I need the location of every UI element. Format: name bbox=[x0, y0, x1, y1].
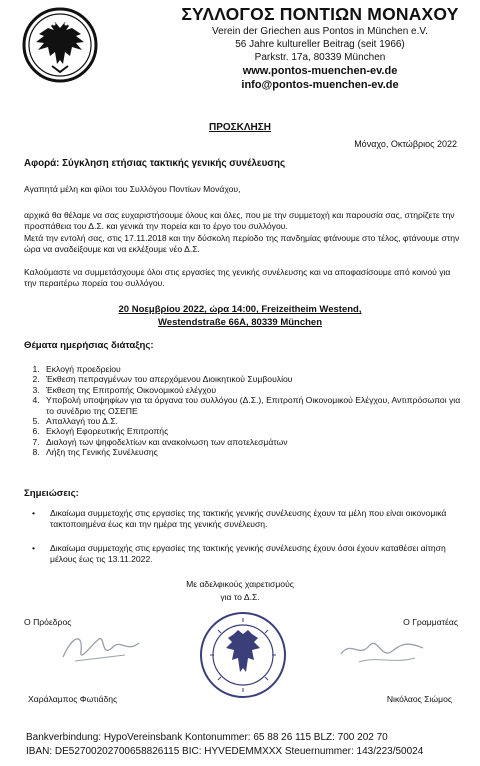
agenda-heading: Θέματα ημερήσιας διάταξης: bbox=[24, 340, 154, 351]
document-subject: Αφορά: Σύγκληση ετήσιας τακτικής γενικής συνέλευσης bbox=[24, 158, 286, 169]
agenda-item: 5. Απαλλαγή του Δ.Σ. bbox=[42, 416, 462, 426]
agenda-item: 4. Υποβολή υποψηφίων για τα όργανα του συλλόγου (Δ.Σ.), Επιτροπή Οικονομικού Ελέγχου, Αντιπρόσωποι για το συνέδριο της ΟΣΕΠΕ bbox=[42, 395, 462, 416]
closing-board: για το Δ.Σ. bbox=[220, 592, 260, 602]
agenda-item: 7. Διαλογή των ψηφοδελτίων και ανακοίνωση των αποτελεσμάτων bbox=[42, 437, 462, 447]
president-name: Χαράλαμπος Φωτιάδης bbox=[28, 694, 118, 704]
greeting: Αγαπητά μέλη και φίλοι του Συλλόγου Ποντίων Μονάχου, bbox=[24, 184, 241, 194]
bullet-icon: • bbox=[32, 508, 36, 518]
note-item bbox=[32, 508, 462, 531]
note-item bbox=[32, 542, 462, 566]
association-stamp-icon bbox=[198, 610, 288, 700]
agenda-list bbox=[24, 364, 462, 458]
header-address: Parkstr. 17a, 80339 München bbox=[254, 52, 386, 63]
organization-name: ΣΥΛΛΟΓΟΣ ΠΟΝΤΙΩΝ ΜΟΝΑΧΟΥ bbox=[181, 4, 459, 24]
eagle-emblem-icon bbox=[22, 6, 98, 84]
header-website-link[interactable]: www.pontos-muenchen-ev.de bbox=[242, 65, 398, 77]
agenda-item: 3. Έκθεση της Επιτροπής Οικονομικού ελέγχου bbox=[42, 385, 462, 395]
agenda-item: 8. Λήξη της Γενικής Συνέλευσης bbox=[42, 447, 462, 457]
secretary-role: Ο Γραμματέας bbox=[403, 617, 458, 627]
meeting-address: Westendstraße 66A, 80339 München bbox=[157, 317, 323, 328]
bank-details: Bankverbindung: HypoVereinsbank Kontonummer: 65 88 26 115 BLZ: 700 202 70 bbox=[26, 732, 388, 743]
meeting-datetime: 20 Νοεμβρίου 2022, ώρα 14:00, Freizeitheim Westend, bbox=[118, 304, 362, 315]
agenda-item: 2. Έκθεση πεπραγμένων του απερχόμενου Διοικητικού Συμβουλίου bbox=[42, 374, 462, 384]
agenda-item: 1. Εκλογή προεδρείου bbox=[42, 364, 462, 374]
document-date: Μόναχο, Οκτώβριος 2022 bbox=[354, 139, 457, 149]
note-text: Δικαίωμα συμμετοχής στις εργασίες της τακτικής γενικής συνέλευσης έχουν όσοι έχουν καταθέσει αίτηση μέλους έως τις 13.11.2022. bbox=[50, 542, 446, 564]
notes-list bbox=[24, 508, 462, 577]
secretary-name: Νικόλαος Σιώμος bbox=[386, 694, 452, 704]
body-paragraph-3: Καλούμαστε να συμμετάσχουμε όλοι στις εργασίες της γενικής συνέλευσης και να αποφασίσουμε από κοινού για την περαιτέρω πορεία του συλλόγου. bbox=[24, 267, 451, 289]
notes-heading: Σημειώσεις: bbox=[24, 488, 79, 499]
closing-salutation: Με αδελφικούς χαιρετισμούς bbox=[186, 579, 294, 589]
header-subtitle-de: Verein der Griechen aus Pontos in München e.V. bbox=[212, 26, 428, 37]
agenda-item: 6. Εκλογή Εφορευτικής Επιτροπής bbox=[42, 426, 462, 436]
note-text: Δικαίωμα συμμετοχής στις εργασίες της τακτικής γενικής συνέλευσης έχουν τα μέλη που είναι οικονομικά τακτοποιημένα έως και την ημέρα της γενικής συνέλευση. bbox=[50, 508, 447, 530]
secretary-signature bbox=[335, 628, 430, 673]
president-signature bbox=[55, 625, 145, 670]
iban-details: IBAN: DE52700202700658826115 BIC: HYVEDEMMXXX Steuernummer: 143/223/50024 bbox=[26, 746, 424, 757]
bullet-icon: • bbox=[32, 542, 36, 553]
body-paragraph-1: αρχικά θα θέλαμε να σας ευχαριστήσουμε όλους και όλες, που με την συμμετοχή και παρουσία σας, στηρίζετε την προσπάθεια του Δ.Σ. και γενικά την πορεία και το έργο του συλλόγου. bbox=[24, 210, 455, 232]
body-paragraph-2: Μετά την εντολή σας, στις 17.11.2018 και την δύσκολη περίοδο της πανδημίας φτάνουμε στο τέλος, φτάνουμε στην ώρα να αναδείξουμε και να εκλέξουμε νέο Δ.Σ. bbox=[24, 233, 460, 255]
header-email-link[interactable]: info@pontos-muenchen-ev.de bbox=[241, 79, 399, 91]
president-role: Ο Πρόεδρος bbox=[24, 617, 72, 627]
document-title: ΠΡΟΣΚΛΗΣΗ bbox=[208, 122, 271, 133]
header-since-line: 56 Jahre kultureller Beitrag (seit 1966) bbox=[235, 39, 405, 50]
